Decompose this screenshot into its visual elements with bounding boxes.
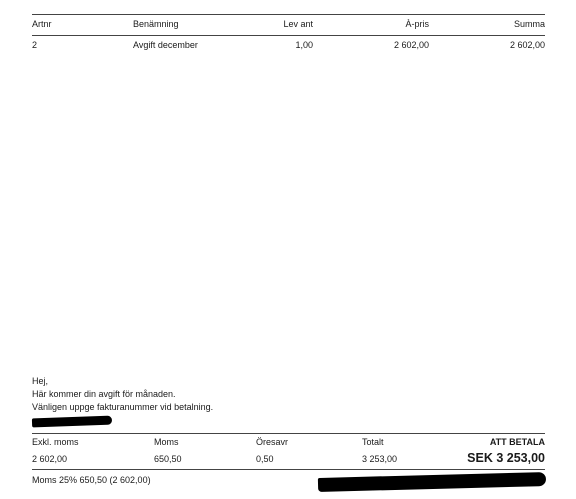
greeting-text: Hej, — [32, 376, 49, 386]
message-line-2: Vänligen uppge fakturanummer vid betalning. — [32, 402, 214, 412]
cell-summa: 2 602,00 — [509, 40, 545, 50]
cell-benamning: Avgift december — [133, 40, 198, 50]
col-header-summa: Summa — [513, 19, 545, 29]
totals-bottom-rule — [32, 469, 545, 470]
cell-a-pris: 2 602,00 — [393, 40, 429, 50]
totals-top-rule — [32, 433, 545, 434]
totals-header-oresavr: Öresavr — [256, 437, 289, 447]
totals-header-exkl-moms: Exkl. moms — [32, 437, 79, 447]
redacted-signature — [32, 416, 112, 428]
cell-lev-ant: 1,00 — [295, 40, 313, 50]
table-top-rule — [32, 14, 545, 15]
value-att-betala: SEK 3 253,00 — [467, 451, 545, 465]
col-header-artnr: Artnr — [32, 19, 52, 29]
totals-header-totalt: Totalt — [362, 437, 384, 447]
totals-header-att-betala: ATT BETALA — [489, 437, 545, 447]
value-totalt: 3 253,00 — [362, 454, 398, 464]
vat-note: Moms 25% 650,50 (2 602,00) — [32, 475, 151, 485]
cell-artnr: 2 — [32, 40, 38, 50]
col-header-a-pris: À-pris — [405, 19, 429, 29]
table-header-rule — [32, 35, 545, 36]
col-header-lev-ant: Lev ant — [283, 19, 313, 29]
col-header-benamning: Benämning — [133, 19, 179, 29]
message-line-1: Här kommer din avgift för månaden. — [32, 389, 176, 399]
value-oresavr: 0,50 — [256, 454, 274, 464]
totals-header-moms: Moms — [154, 437, 179, 447]
value-moms: 650,50 — [154, 454, 182, 464]
value-exkl-moms: 2 602,00 — [32, 454, 68, 464]
redacted-bank-info — [318, 472, 546, 492]
